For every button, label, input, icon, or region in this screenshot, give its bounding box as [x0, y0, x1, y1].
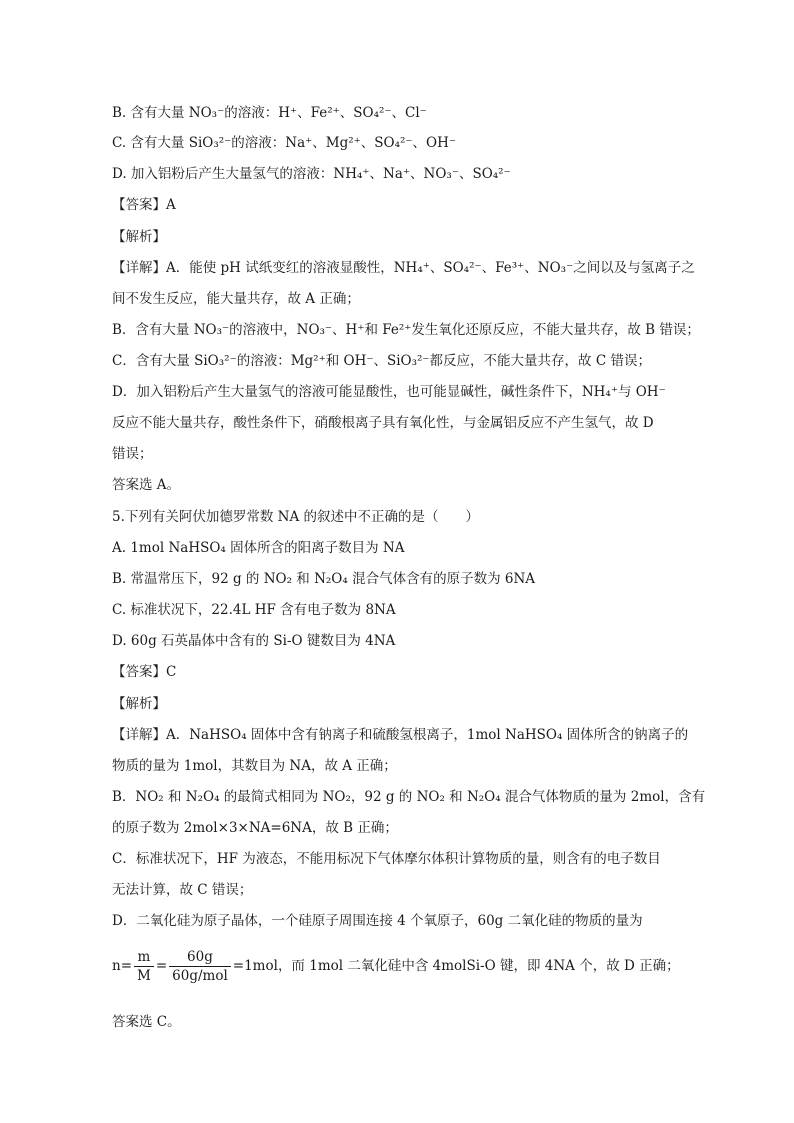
formula-result: =1mol: [232, 958, 278, 974]
detail-line: D．加入铝粉后产生大量氢气的溶液可能显酸性，也可能显碱性，碱性条件下，NH₄⁺与 OH⁻: [112, 384, 666, 400]
question-5-title: 5.下列有关阿伏加德罗常数 NA 的叙述中不正确的是（ ）: [112, 509, 480, 525]
q5-option-d: D. 60g 石英晶体中含有的 Si-O 键数目为 4NA: [112, 633, 396, 649]
fraction-denominator: M: [137, 968, 151, 984]
detail-line: 反应不能大量共存，酸性条件下，硝酸根离子具有氧化性，与金属铝反应不产生氢气，故 D: [112, 415, 654, 431]
detail-line: 物质的量为 1mol，其数目为 NA，故 A 正确；: [112, 758, 397, 774]
detail-line: B．NO₂ 和 N₂O₄ 的最简式相同为 NO₂，92 g 的 NO₂ 和 N₂O₄ 混合气体物质的量为 2mol，含有: [112, 789, 706, 805]
fraction-m-over-m: [134, 948, 154, 985]
answer-choice-line: 答案选 A。: [112, 477, 181, 493]
detail-line: 无法计算，故 C 错误；: [112, 882, 253, 898]
detail-line: 的原子数为 2mol×3×NA=6NA，故 B 正确；: [112, 820, 398, 836]
detail-line: 间不发生反应，能大量共存，故 A 正确；: [112, 291, 360, 307]
final-answer-line: 答案选 C。: [112, 1014, 181, 1030]
option-b-line: B. 含有大量 NO₃⁻的溶液：H⁺、Fe²⁺、SO₄²⁻、Cl⁻: [112, 105, 427, 121]
formula-equals: =: [155, 958, 168, 974]
detail-line: D．二氧化硅为原子晶体，一个硅原子周围连接 4 个氧原子，60g 二氧化硅的物质的量为: [112, 913, 643, 929]
option-c-line: C. 含有大量 SiO₃²⁻的溶液：Na⁺、Mg²⁺、SO₄²⁻、OH⁻: [112, 135, 457, 151]
formula-line: [112, 948, 680, 985]
q5-option-c: C. 标准状况下，22.4L HF 含有电子数为 8NA: [112, 602, 396, 618]
formula-tail: ，而 1mol 二氧化硅中含 4molSi-O 键，即 4NA 个，故 D 正确；: [277, 958, 680, 974]
detail-line: 【详解】A．能使 pH 试纸变红的溶液显酸性，NH₄⁺、SO₄²⁻、Fe³⁺、NO₃⁻之间以及与氢离子之: [112, 260, 695, 276]
answer-label: 【答案】A: [112, 197, 176, 213]
formula-lhs: n=: [112, 958, 133, 974]
answer-label: 【答案】C: [112, 664, 177, 680]
detail-line: B．含有大量 NO₃⁻的溶液中，NO₃⁻、H⁺和 Fe²⁺发生氧化还原反应，不能大量共存，故 B 错误；: [112, 322, 700, 338]
detail-line: 错误；: [112, 446, 153, 462]
analysis-label: 【解析】: [112, 229, 166, 245]
fraction-numerator: m: [134, 948, 154, 967]
fraction-denominator: 60g/mol: [172, 968, 228, 984]
fraction-numerator: 60g: [169, 948, 231, 967]
detail-line: C．标准状况下，HF 为液态，不能用标况下气体摩尔体积计算物质的量，则含有的电子数目: [112, 851, 661, 867]
q5-option-b: B. 常温常压下，92 g 的 NO₂ 和 N₂O₄ 混合气体含有的原子数为 6NA: [112, 571, 536, 587]
detail-line: 【详解】A．NaHSO₄ 固体中含有钠离子和硫酸氢根离子，1mol NaHSO₄ 固体所含的钠离子的: [112, 727, 689, 743]
option-d-line: D. 加入铝粉后产生大量氢气的溶液：NH₄⁺、Na⁺、NO₃⁻、SO₄²⁻: [112, 166, 511, 182]
analysis-label: 【解析】: [112, 696, 166, 712]
fraction-60g: [169, 948, 231, 985]
detail-line: C．含有大量 SiO₃²⁻的溶液：Mg²⁺和 OH⁻、SiO₃²⁻都反应，不能大量共存，故 C 错误；: [112, 353, 651, 369]
q5-option-a: A. 1mol NaHSO₄ 固体所含的阳离子数目为 NA: [112, 540, 405, 556]
